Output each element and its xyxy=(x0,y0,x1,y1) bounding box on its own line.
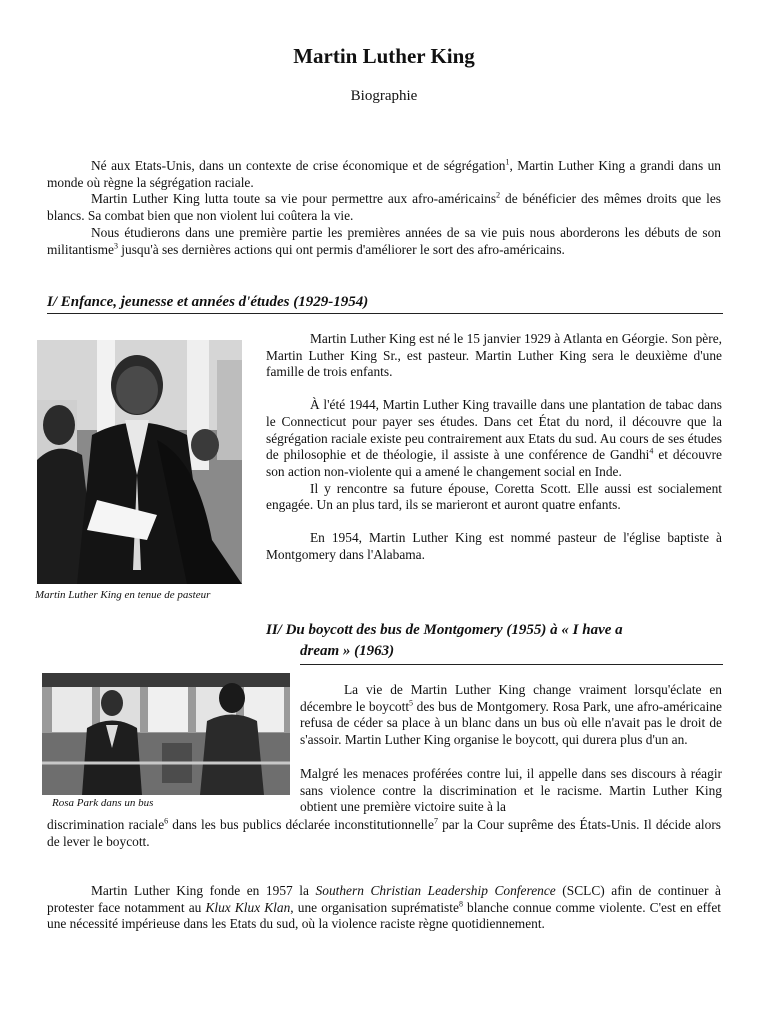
section-2-paragraph-3: Martin Luther King fonde en 1957 la Southern Christian Leadership Conference (SCLC) afin de continuer à protester face notamment au Klux Klux Klan, une organisation suprématiste$^8$ blanche connue comme violente. C'est en effet une nécessité impérieuse dans les Etats du sud, où la violence raciste règne quotidiennement. xyxy=(47,883,722,932)
footnote-ref[interactable]: 7 xyxy=(433,816,438,826)
section-2-heading: II/ Du boycott des bus de Montgomery (1955) à « I have a dream » (1963) xyxy=(266,622,623,659)
photo-caption-rosa-park: Rosa Park dans un bus xyxy=(52,797,154,809)
footnote-ref[interactable]: 6 xyxy=(164,816,169,826)
section-2-paragraph-2: Malgré les menaces proférées contre lui, il appelle dans ses discours à réagir sans violence contre la discrimination et le racisme. Martin Luther King obtient une première victoire suite à la xyxy=(300,765,722,815)
section-2-paragraph-1: La vie de Martin Luther King change vraiment lorsqu'éclate en décembre le boycott$^5$ des bus de Montgomery. Rosa Park, une afro-américaine refusa de céder sa place à un blanc dans un bus où elle n'avait pas le droit de s'assoir. Martin Luther King organise le boycott, qui durera plus d'un an. xyxy=(300,682,722,748)
document-subtitle: Biographie xyxy=(350,88,418,104)
footnote-ref[interactable]: 4 xyxy=(649,446,654,456)
section-2-paragraph-2-continued: discrimination raciale$^6$ dans les bus publics déclarée inconstitutionnelle$^7$ par la Cour suprême des États-Unis. Il décide alors de lever le boycott. xyxy=(47,816,721,849)
intro-paragraph-1: Né aux Etats-Unis, dans un contexte de crise économique et de ségrégation$^1$, Martin Luther King a grandi dans un monde où règne la ségrégation raciale. xyxy=(47,157,722,190)
document-title: Martin Luther King xyxy=(293,44,475,68)
section-1-heading: I/ Enfance, jeunesse et années d'études (1929-1954) xyxy=(47,294,723,314)
intro-paragraph-3: Nous étudierons dans une première partie les premières années de sa vie puis nous aborderons les débuts de son militantisme$^3$ jusqu'à ses dernières actions qui ont permis d'améliorer le sort des afro-américains. xyxy=(47,224,721,257)
section-1-paragraph-2: À l'été 1944, Martin Luther King travaille dans une plantation de tabac dans le Connecticut pour payer ses études. Dans cet État du nord, il découvre que la ségrégation raciale existe peu contrairement aux Etats du sud. Au cours de ses études de philosophie et de théologie, il assiste à une conférence de Gandhi$^4$ et découvre son action non-violente qui a amené le changement social en Inde. xyxy=(266,397,723,479)
mlk-pastor-photo xyxy=(37,340,242,584)
section-2-heading-rule xyxy=(300,664,723,665)
section-2-body xyxy=(300,682,722,816)
footnote-ref[interactable]: 3 xyxy=(113,241,118,251)
section-1-paragraph-4: En 1954, Martin Luther King est nommé pasteur de l'église baptiste à Montgomery dans l'Alabama. xyxy=(266,530,722,562)
intro-section xyxy=(47,158,721,258)
section-1-paragraph-3: Il y rencontre sa future épouse, Coretta Scott. Elle aussi est socialement engagée. Un an plus tard, ils se marieront et auront quatre enfants. xyxy=(266,480,722,513)
footnote-ref[interactable]: 1 xyxy=(505,157,510,167)
footnote-ref[interactable]: 2 xyxy=(496,190,501,200)
rosa-park-bus-photo xyxy=(42,673,290,795)
photo-caption-mlk: Martin Luther King en tenue de pasteur xyxy=(35,589,211,601)
footnote-ref[interactable]: 5 xyxy=(409,698,414,708)
footnote-ref[interactable]: 8 xyxy=(458,899,463,909)
section-1-paragraph-1: Martin Luther King est né le 15 janvier 1929 à Atlanta en Géorgie. Son père, Martin Luther King Sr., est pasteur. Martin Luther King sera le deuxième d'une famille de trois enfants. xyxy=(266,331,722,380)
section-1-body xyxy=(266,331,722,563)
intro-paragraph-2: Martin Luther King lutta toute sa vie pour permettre aux afro-américains$^2$ de bénéficier des mêmes droits que les blancs. Sa combat bien que non violent lui coûtera la vie. xyxy=(47,190,721,224)
